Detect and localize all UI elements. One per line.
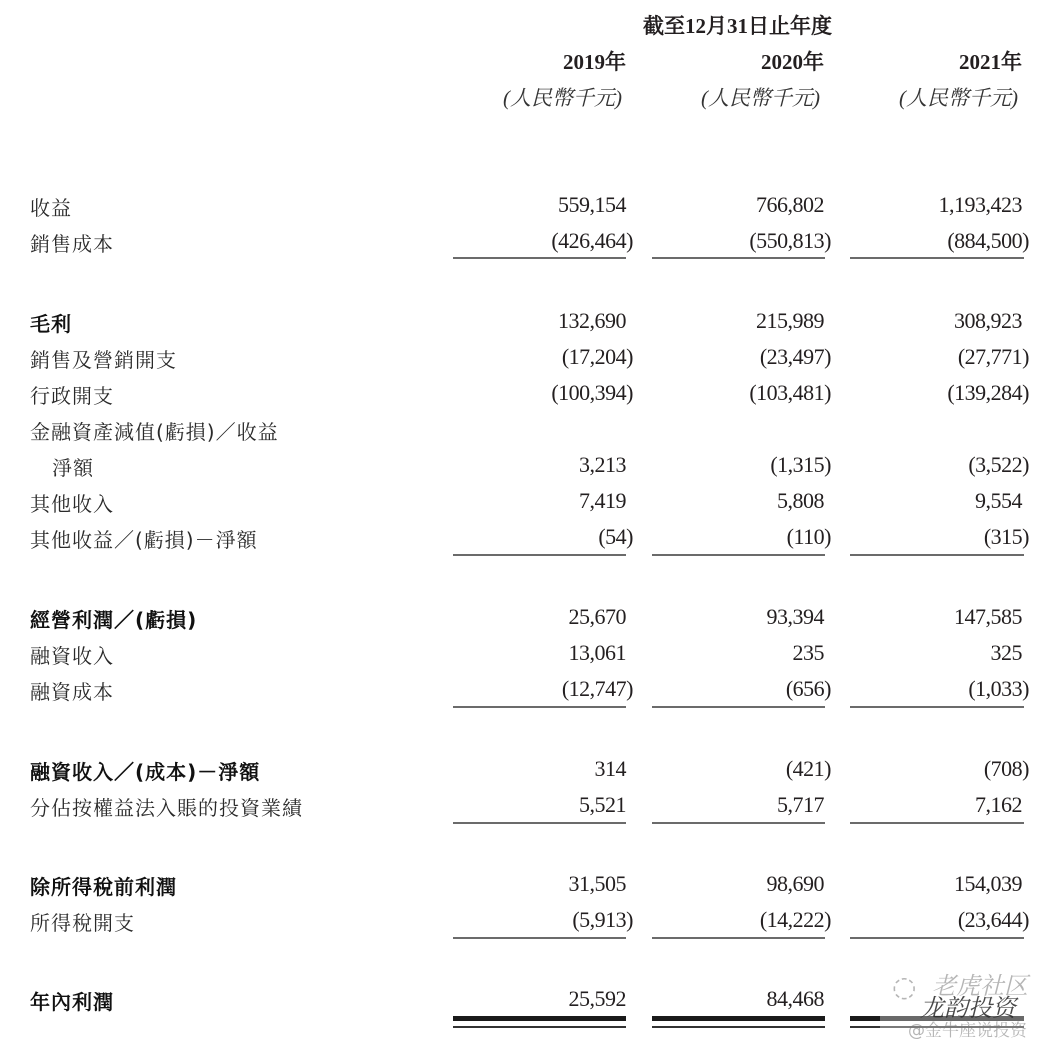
value-2020: (23,497): [759, 344, 831, 369]
value-2021: 147,585: [954, 604, 1022, 629]
value-2020: (421): [785, 756, 831, 781]
row-label: 其他收入: [30, 492, 114, 516]
row-label: 所得稅開支: [30, 911, 135, 935]
subtotal-rule: [850, 257, 1024, 259]
value-2020: 93,394: [766, 604, 824, 629]
wechat-logo-icon: ◌: [892, 970, 917, 1003]
value-2021: (23,644): [957, 907, 1029, 932]
value-2020: (1,315): [770, 452, 831, 477]
subtotal-rule: [652, 257, 825, 259]
value-2021: (1,033): [968, 676, 1029, 701]
value-2020: (550,813): [749, 228, 831, 253]
value-2019: (100,394): [551, 380, 633, 405]
row-label: 其他收益／(虧損)－淨額: [30, 528, 258, 552]
subtotal-rule: [453, 257, 626, 259]
row-label: 行政開支: [30, 384, 114, 408]
value-2019: (5,913): [572, 907, 633, 932]
row-label: 經營利潤／(虧損): [30, 608, 198, 632]
table-row-profit-before-tax: [0, 871, 1060, 901]
watermark-line3: @金牛座说投资: [908, 1021, 1027, 1041]
row-label: 收益: [30, 196, 72, 220]
row-label: 融資收入: [30, 644, 114, 668]
table-row-finance-income: [0, 640, 1060, 670]
table-row-equity-investments: [0, 792, 1060, 822]
value-2021: 1,193,423: [938, 192, 1022, 217]
value-2020: 5,717: [777, 792, 824, 817]
period-header: 截至12月31日止年度: [643, 14, 832, 38]
value-2019: 25,670: [568, 604, 626, 629]
value-2021: 325: [990, 640, 1022, 665]
watermark: [880, 966, 1060, 1047]
row-label: 金融資產減值(虧損)／收益: [30, 420, 279, 444]
subtotal-rule: [453, 706, 626, 708]
value-2019: 3,213: [579, 452, 626, 477]
value-2021: 7,162: [975, 792, 1022, 817]
row-label: 除所得稅前利潤: [30, 875, 177, 899]
value-2020: 235: [792, 640, 824, 665]
value-2019: 132,690: [558, 308, 626, 333]
table-row-net-finance: [0, 756, 1060, 786]
value-2020: (103,481): [749, 380, 831, 405]
watermark-line2: 龙韵投资: [920, 994, 1016, 1022]
value-2019: 559,154: [558, 192, 626, 217]
value-2021: (27,771): [957, 344, 1029, 369]
value-2020: 98,690: [766, 871, 824, 896]
unit-2019: (人民幣千元): [503, 86, 622, 110]
unit-2021: (人民幣千元): [899, 86, 1018, 110]
table-row-impairment-net: [0, 452, 1060, 482]
value-2019: (12,747): [561, 676, 633, 701]
unit-2020: (人民幣千元): [701, 86, 820, 110]
value-2020: 215,989: [756, 308, 824, 333]
table-row-revenue: [0, 192, 1060, 222]
double-rule-thick: [652, 1016, 825, 1021]
value-2019: 7,419: [579, 488, 626, 513]
value-2020: (110): [786, 524, 831, 549]
value-2019: 314: [594, 756, 626, 781]
table-row-finance-costs: [0, 676, 1060, 706]
subtotal-rule: [652, 822, 825, 824]
subtotal-rule: [453, 937, 626, 939]
double-rule-thin: [453, 1026, 626, 1028]
row-label: 融資成本: [30, 680, 114, 704]
table-row-selling-expenses: [0, 344, 1060, 374]
table-row-operating-profit: [0, 604, 1060, 634]
table-row-income-tax: [0, 907, 1060, 937]
subtotal-rule: [652, 706, 825, 708]
subtotal-rule: [850, 822, 1024, 824]
year-2020-header: 2020年: [761, 50, 824, 74]
row-label: 分佔按權益法入賬的投資業績: [30, 796, 303, 820]
double-rule-thin: [652, 1026, 825, 1028]
value-2020: 5,808: [777, 488, 824, 513]
year-2019-header: 2019年: [563, 50, 626, 74]
subtotal-rule: [850, 706, 1024, 708]
value-2020: 84,468: [766, 986, 824, 1011]
value-2020: (656): [785, 676, 831, 701]
subtotal-rule: [850, 554, 1024, 556]
value-2021: 154,039: [954, 871, 1022, 896]
table-row-gross-profit: [0, 308, 1060, 338]
table-row-other-gains: [0, 524, 1060, 554]
subtotal-rule: [453, 822, 626, 824]
value-2020: (14,222): [759, 907, 831, 932]
table-row-impairment-label: [0, 416, 1060, 446]
row-label: 淨額: [52, 456, 94, 480]
value-2019: (17,204): [561, 344, 633, 369]
value-2019: 13,061: [568, 640, 626, 665]
table-row-other-income: [0, 488, 1060, 518]
value-2019: 31,505: [568, 871, 626, 896]
value-2021: 308,923: [954, 308, 1022, 333]
table-row-admin-expenses: [0, 380, 1060, 410]
subtotal-rule: [652, 554, 825, 556]
row-label: 銷售及營銷開支: [30, 348, 177, 372]
row-label: 融資收入／(成本)－淨額: [30, 760, 261, 784]
row-label: 年內利潤: [30, 990, 114, 1014]
subtotal-rule: [850, 937, 1024, 939]
year-2021-header: 2021年: [959, 50, 1022, 74]
value-2021: 9,554: [975, 488, 1022, 513]
value-2019: (426,464): [551, 228, 633, 253]
value-2020: 766,802: [756, 192, 824, 217]
value-2021: (139,284): [947, 380, 1029, 405]
value-2021: (3,522): [968, 452, 1029, 477]
subtotal-rule: [453, 554, 626, 556]
value-2019: (54): [598, 524, 633, 549]
value-2021: (708): [983, 756, 1029, 781]
subtotal-rule: [652, 937, 825, 939]
value-2021: (884,500): [947, 228, 1029, 253]
row-label: 毛利: [30, 312, 72, 336]
value-2019: 25,592: [568, 986, 626, 1011]
double-rule-thick: [453, 1016, 626, 1021]
row-label: 銷售成本: [30, 232, 114, 256]
table-row-cost-of-sales: [0, 228, 1060, 258]
watermark-line1: 老虎社区: [932, 972, 1028, 1000]
value-2019: 5,521: [579, 792, 626, 817]
value-2021: (315): [983, 524, 1029, 549]
